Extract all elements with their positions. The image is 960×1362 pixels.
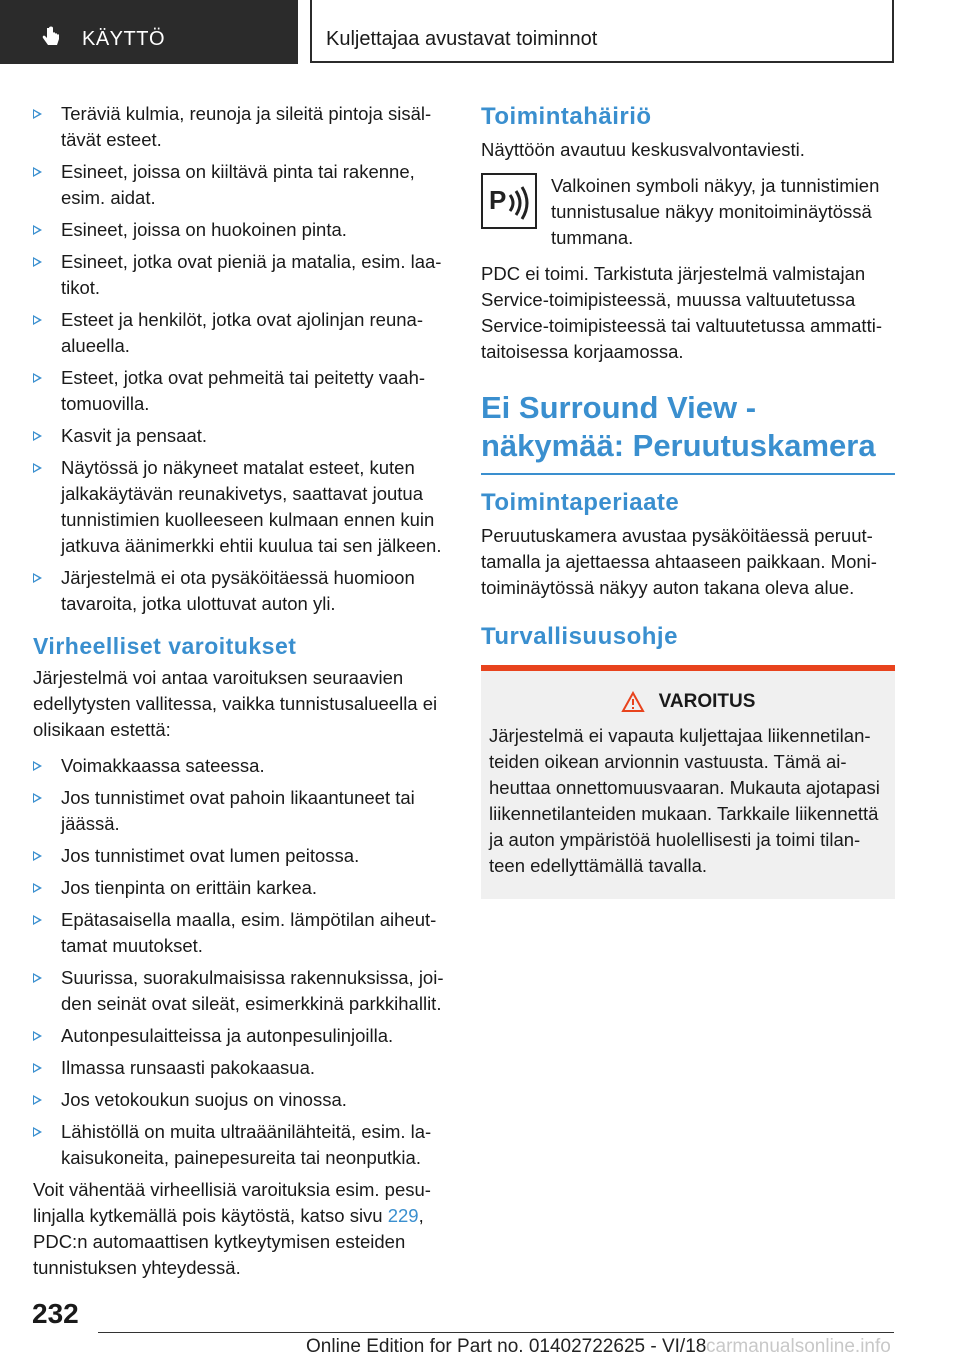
list-item: Esteet, jotka ovat pehmeitä tai peitetty vaah-tomuovilla. — [33, 365, 447, 417]
list-item: Jos tunnistimet ovat pahoin likaantuneet tai jäässä. — [33, 785, 447, 837]
chapter-header — [310, 0, 894, 63]
triangle-bullet-icon — [33, 793, 42, 803]
list-item: Kasvit ja pensaat. — [33, 423, 447, 449]
page-link[interactable]: 229 — [387, 1205, 419, 1226]
list-item: Lähistöllä on muita ultraäänilähteitä, esim. la-kaisukoneita, painepesureita tai neonputkia. — [33, 1119, 447, 1171]
right-column — [481, 101, 895, 899]
triangle-bullet-icon — [33, 1063, 42, 1073]
triangle-bullet-icon — [33, 225, 42, 235]
safety-heading: Turvallisuusohje — [481, 623, 678, 650]
symbol-description: Valkoinen symboli näkyy, ja tunnistimien tunnistusalue näkyy monitoiminäytössä tummana. — [551, 175, 880, 248]
triangle-bullet-icon — [33, 883, 42, 893]
triangle-bullet-icon — [33, 431, 42, 441]
list-item: Jos tienpinta on erittäin karkea. — [33, 875, 447, 901]
closing-paragraph: Voit vähentää virheellisiä varoituksia esim. pesu-linjalla kytkemällä pois käytöstä, katso sivu 229, PDC:n automaattisen kytkeytymisen esteiden tunnistuksen yhteydessä. — [33, 1179, 431, 1278]
list-item: Autonpesulaitteissa ja autonpesulinjoilla. — [33, 1023, 447, 1049]
obstacle-list — [33, 101, 447, 617]
false-warnings-heading: Virheelliset varoitukset — [33, 633, 297, 659]
triangle-bullet-icon — [33, 573, 42, 583]
principle-body: Peruutuskamera avustaa pysäköitäessä peruut-tamalla ja ajettaessa ahtaaseen paikkaan. Moni-toiminäytössä näkyy auton takana oleva alue. — [481, 525, 877, 598]
triangle-bullet-icon — [33, 1127, 42, 1137]
triangle-bullet-icon — [33, 973, 42, 983]
triangle-bullet-icon — [33, 315, 42, 325]
page-number: 232 — [32, 1298, 79, 1329]
footer-divider — [98, 1332, 894, 1333]
list-item: Epätasaisella maalla, esim. lämpötilan aiheut-tamat muutokset. — [33, 907, 447, 959]
watermark: carmanualsonline.info — [706, 1336, 891, 1357]
list-item: Esineet, jotka ovat pieniä ja matalia, esim. laa-tikot. — [33, 249, 447, 301]
triangle-bullet-icon — [33, 463, 42, 473]
triangle-bullet-icon — [33, 373, 42, 383]
list-item: Järjestelmä ei ota pysäköitäessä huomioon tavaroita, jotka ulottuvat auton yli. — [33, 565, 447, 617]
triangle-bullet-icon — [33, 761, 42, 771]
list-item: Voimakkaassa sateessa. — [33, 753, 447, 779]
list-item: Jos vetokoukun suojus on vinossa. — [33, 1087, 447, 1113]
list-item: Esineet, joissa on huokoinen pinta. — [33, 217, 447, 243]
list-item: Esteet ja henkilöt, jotka ovat ajolinjan reuna-alueella. — [33, 307, 447, 359]
false-warning-list — [33, 753, 447, 1171]
fault-body: PDC ei toimi. Tarkistuta järjestelmä valmistajan Service-toimipisteessä, muussa valtuutetussa Service-toimipisteessä tai valtuutetussa ammatti-taitoisessa korjaamossa. — [481, 263, 882, 362]
warning-triangle-icon — [621, 691, 645, 713]
hand-pointer-icon — [40, 26, 62, 48]
fault-intro: Näyttöön avautuu keskusvalvontaviesti. — [481, 139, 805, 160]
triangle-bullet-icon — [33, 109, 42, 119]
warning-box — [481, 665, 895, 899]
chapter-title: Kuljettajaa avustavat toiminnot — [326, 28, 598, 50]
list-item: Ilmassa runsaasti pakokaasua. — [33, 1055, 447, 1081]
false-warnings-intro: Järjestelmä voi antaa varoituksen seuraavien edellytysten vallitessa, vaikka tunnistusalueella ei olisikaan estettä: — [33, 667, 438, 740]
left-column — [33, 101, 447, 1291]
list-item: Suurissa, suorakulmaisissa rakennuksissa, joi-den seinät ovat sileät, esimerkkinä parkkihallit. — [33, 965, 447, 1017]
pdc-symbol-icon — [481, 173, 537, 229]
warning-header — [489, 689, 887, 715]
triangle-bullet-icon — [33, 257, 42, 267]
warning-body: Järjestelmä ei vapauta kuljettajaa liikennetilan-teiden oikean arvionnin vastuusta. Tämä ai-heuttaa onnettomuusvaaran. Mukauta ajotapasi liikennetilanteiden mukaan. Tarkkaile liikennettä ja auton ympäristöä huolellisesti ja toimi tilan-teen edellyttämällä tavalla. — [489, 725, 880, 876]
section-label: KÄYTTÖ — [82, 28, 166, 50]
fault-heading: Toimintahäiriö — [481, 103, 652, 130]
triangle-bullet-icon — [33, 1095, 42, 1105]
list-item: Jos tunnistimet ovat lumen peitossa. — [33, 843, 447, 869]
section-tab — [0, 0, 298, 64]
list-item: Näytössä jo näkyneet matalat esteet, kuten jalkakäytävän reunakivetys, saattavat joutua tunnistimien kuolleeseen kulmaan ennen kuin jatkuva äänimerkki ehtii kuulua tai sen jälkeen. — [33, 455, 447, 559]
svg-text:P: P — [489, 185, 507, 215]
triangle-bullet-icon — [33, 851, 42, 861]
list-item: Esineet, joissa on kiiltävä pinta tai rakenne, esim. aidat. — [33, 159, 447, 211]
list-item: Teräviä kulmia, reunoja ja sileitä pintoja sisäl-tävät esteet. — [33, 101, 447, 153]
section-heading: Ei Surround View -näkymää: Peruutuskamera — [481, 389, 895, 475]
triangle-bullet-icon — [33, 167, 42, 177]
principle-heading: Toimintaperiaate — [481, 489, 680, 516]
triangle-bullet-icon — [33, 915, 42, 925]
triangle-bullet-icon — [33, 1031, 42, 1041]
warning-title: VAROITUS — [658, 691, 756, 712]
edition-text: Online Edition for Part no. 01402722625 - VI/18 — [306, 1336, 707, 1357]
symbol-row — [481, 173, 895, 251]
